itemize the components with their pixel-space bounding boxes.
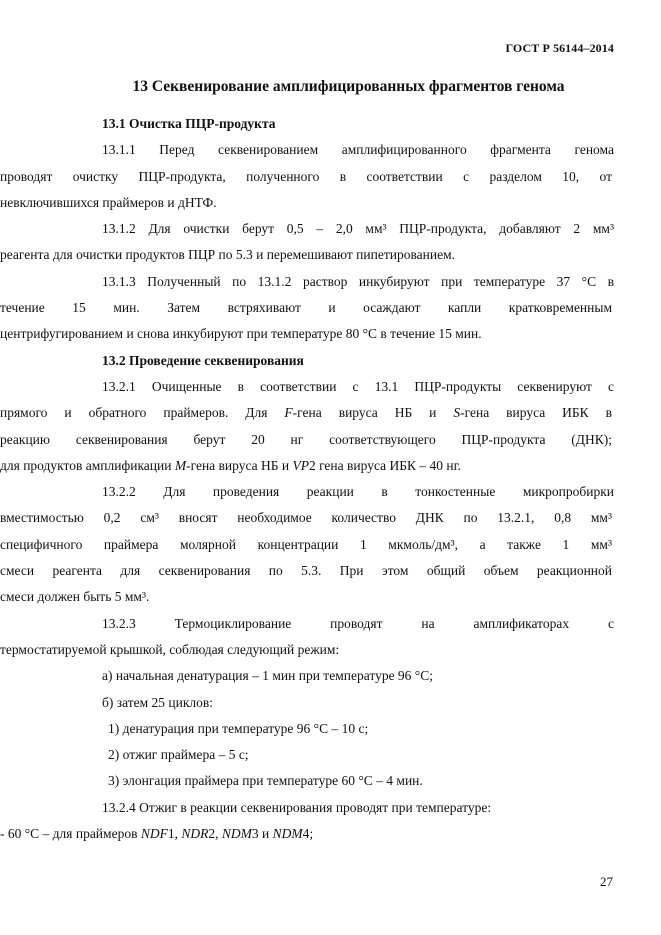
gene-symbol: M bbox=[174, 457, 187, 473]
text-line: 13.1.1 Перед секвенированием амплифицированного фрагмента генома bbox=[102, 142, 614, 158]
primer-name: NDR bbox=[181, 826, 209, 842]
list-subitem-3: 3) элонгация праймера при температуре 60 °С – 4 мин. bbox=[108, 773, 423, 789]
text-line: реакцию секвенирования берут 20 нг соответствующего ПЦР-продукта (ДНК); bbox=[0, 431, 612, 447]
list-item-a: а) начальная денатурация – 1 мин при температуре 96 °С; bbox=[102, 668, 433, 684]
text-line: 13.1.3 Полученный по 13.1.2 раствор инкубируют при температуре 37 °С в bbox=[102, 273, 614, 289]
subsection-title-13-2: 13.2 Проведение секвенирования bbox=[102, 352, 304, 368]
text-fragment: 2, bbox=[208, 826, 222, 842]
text-line: термостатируемой крышкой, соблюдая следующий режим: bbox=[0, 641, 340, 657]
text-fragment: -гена вируса НБ и bbox=[186, 457, 293, 473]
text-fragment: прямого и обратного праймеров. Для bbox=[0, 405, 285, 421]
paragraph-13-2-2 bbox=[0, 479, 614, 610]
text-fragment: 1, bbox=[167, 826, 182, 842]
paragraph-13-1-3 bbox=[0, 269, 614, 348]
text-line: проводят очистку ПЦР-продукта, полученного в соответствии с разделом 10, от bbox=[0, 168, 612, 184]
text-line: 13.2.2 Для проведения реакции в тонкостенные микропробирки bbox=[102, 484, 614, 500]
text-line bbox=[0, 821, 614, 847]
primer-name: NDM bbox=[272, 826, 303, 842]
primer-name: NDF bbox=[140, 826, 168, 842]
text-line: 13.2.1 Очищенные в соответствии с 13.1 ПЦР-продукты секвенируют с bbox=[102, 378, 614, 394]
text-fragment: для продуктов амплификации bbox=[0, 457, 175, 473]
gene-symbol: S bbox=[453, 405, 461, 421]
text-line: реагента для очистки продуктов ПЦР по 5.3 и перемешивают пипетированием. bbox=[0, 247, 456, 263]
text-fragment: 4; bbox=[302, 826, 314, 842]
text-fragment: - 60 °С – для праймеров bbox=[0, 826, 141, 842]
text-fragment: 2 гена вируса ИБК – 40 нг. bbox=[308, 457, 461, 473]
text-line bbox=[102, 216, 614, 242]
paragraph-13-2-3 bbox=[0, 611, 614, 664]
paragraph-13-2-4 bbox=[0, 795, 614, 848]
text-line bbox=[0, 453, 614, 479]
list-subitem-2: 2) отжиг праймера – 5 с; bbox=[108, 747, 249, 763]
subsection-title-13-1: 13.1 Очистка ПЦР-продукта bbox=[102, 116, 276, 131]
gene-symbol: F bbox=[284, 405, 293, 421]
text-line: невключившихся праймеров и дНТФ. bbox=[0, 194, 217, 210]
text-line: смеси должен быть 5 мм³. bbox=[0, 589, 150, 605]
text-line: 13.2.3 Термоциклирование проводят на амплификаторах с bbox=[102, 615, 614, 631]
paragraph-13-1-1 bbox=[0, 137, 614, 216]
text-line: центрифугированием и снова инкубируют при температуре 80 °С в течение 15 мин. bbox=[0, 326, 482, 342]
text-line bbox=[0, 400, 612, 426]
text-line: вместимостью 0,2 см³ вносят необходимое количество ДНК по 13.2.1, 0,8 мм³ bbox=[0, 510, 612, 526]
text-line: смеси реагента для секвенирования по 5.3. При этом общий объем реакционной bbox=[0, 563, 612, 579]
text-fragment: -гена вируса ИБК в bbox=[460, 405, 613, 421]
gene-symbol: VP bbox=[292, 457, 309, 473]
paragraph-13-2-1 bbox=[0, 374, 614, 479]
text-line-content: 13.1.2 Для очистки берут 0,5 – 2,0 мм³ ПЦР-продукта, добавляют 2 мм³ bbox=[102, 221, 614, 237]
text-fragment: -гена вируса НБ и bbox=[292, 405, 454, 421]
text-line: 13.2.4 Отжиг в реакции секвенирования проводят при температуре: bbox=[102, 799, 492, 815]
section-title: 13 Секвенирование амплифицированных фрагментов генома bbox=[132, 78, 565, 95]
list-subitem-1: 1) денатурация при температуре 96 °С – 10 с; bbox=[108, 720, 369, 736]
text-line: специфичного праймера молярной концентрации 1 мкмоль/дм³, а также 1 мм³ bbox=[0, 536, 612, 552]
primer-name: NDM bbox=[221, 826, 252, 842]
page-number: 27 bbox=[600, 874, 613, 889]
list-item-b: б) затем 25 циклов: bbox=[102, 694, 214, 710]
text-line: течение 15 мин. Затем встряхивают и осаждают капли кратковременным bbox=[0, 300, 612, 316]
text-fragment: 3 и bbox=[251, 826, 273, 842]
paragraph-13-1-2 bbox=[0, 216, 614, 269]
section-body bbox=[0, 111, 614, 847]
document-code-header: ГОСТ Р 56144–2014 bbox=[505, 41, 614, 55]
